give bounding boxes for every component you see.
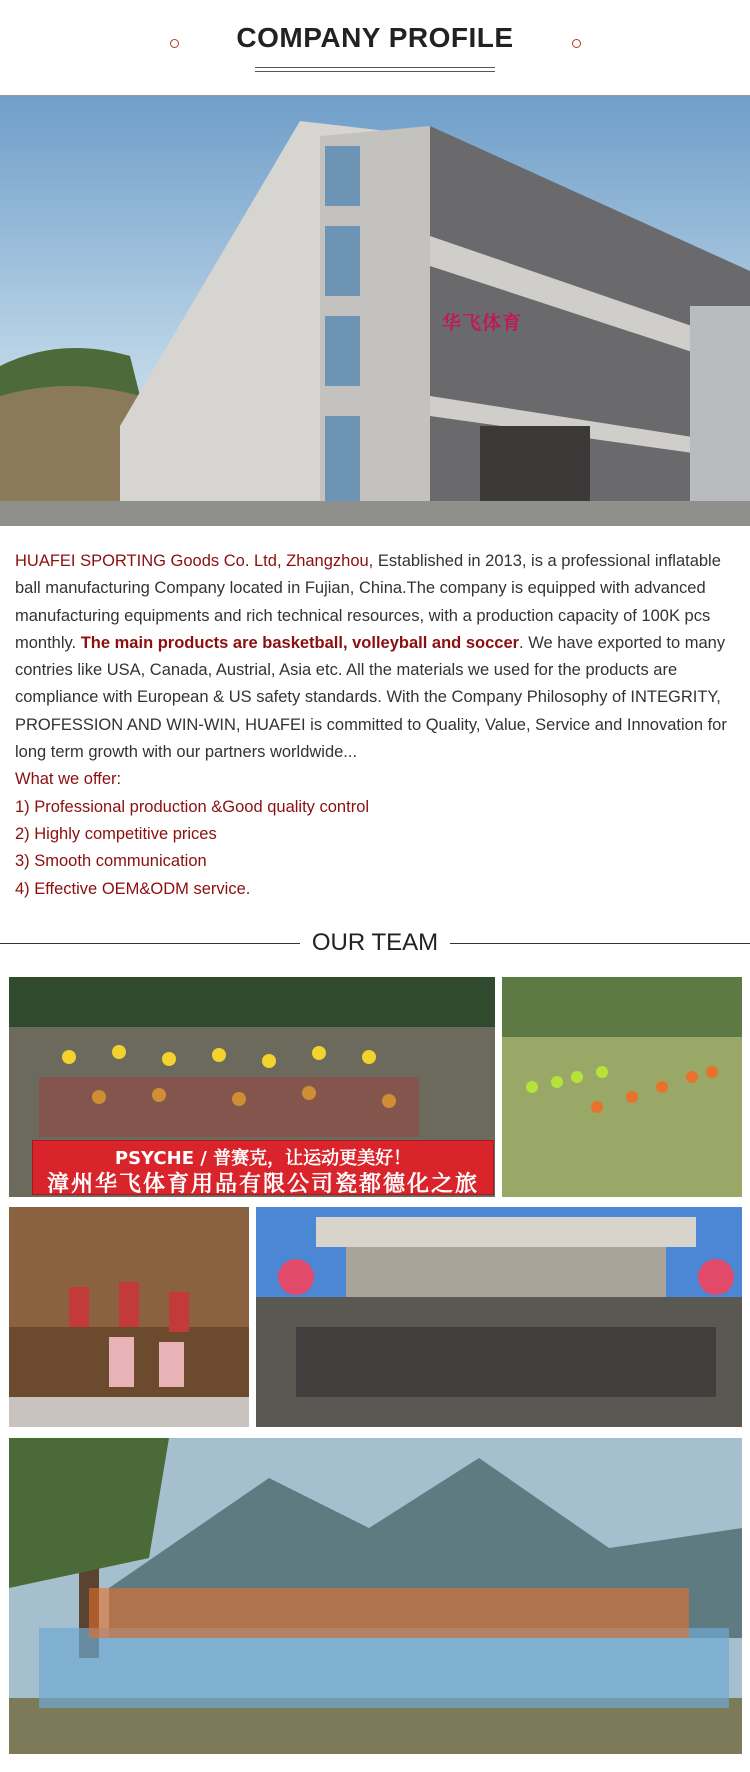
team-banner <box>32 1140 494 1195</box>
offer-item: 4) Effective OEM&ODM service. <box>15 879 251 898</box>
title-underline-top <box>255 67 495 68</box>
team-photo-mountain <box>9 1438 742 1754</box>
right-circle-ornament <box>572 39 581 48</box>
banner-line-1: PSYCHE / 普赛克，让运动更美好！ <box>114 1148 412 1169</box>
factory-sign: 华飞体育 <box>442 312 523 334</box>
offer-item: 3) Smooth communication <box>15 852 207 871</box>
profile-paragraph-2: . We have exported to many contries like USA, Canada, Austrial, Asia etc. All the materials we used for the products are compliance with European & US safety standards. With the Company Philosophy of INTEGRITY, PROFESSION AND WIN-WIN, HUAFEI is committed to Quality, Value, Service and Innovation for long term growth with our partners worldwide... <box>15 633 727 762</box>
title-underline-bottom <box>255 71 495 72</box>
company-name: HUAFEI SPORTING Goods Co. Ltd, Zhangzhou, <box>15 552 374 570</box>
page-header <box>0 0 750 96</box>
team-section-title: OUR TEAM <box>0 929 750 957</box>
page-title: COMPANY PROFILE <box>236 22 514 53</box>
offer-item: 1) Professional production &Good quality control <box>15 797 370 816</box>
team-photo-temple <box>256 1207 742 1427</box>
profile-paragraph-1: Established in 2013, is a professional inflatable ball manufacturing Company located in Fujian, China.The company is equipped with advanced manufacturing equipments and rich technical resources, with a production capacity of 100K pcs monthly. <box>15 552 721 652</box>
team-photo-dinner <box>9 1207 249 1427</box>
factory-photo <box>0 96 750 526</box>
offer-heading: What we offer: <box>15 770 122 789</box>
offer-item: 2) Highly competitive prices <box>15 824 217 843</box>
banner-line-2: 漳州华飞体育用品有限公司瓷都德化之旅 <box>46 1172 479 1197</box>
team-photo-field-kids <box>502 977 742 1197</box>
team-photo-group-banner <box>9 977 495 1197</box>
company-profile-text <box>15 548 735 903</box>
main-products: The main products are basketball, volleyball and soccer <box>80 633 520 652</box>
